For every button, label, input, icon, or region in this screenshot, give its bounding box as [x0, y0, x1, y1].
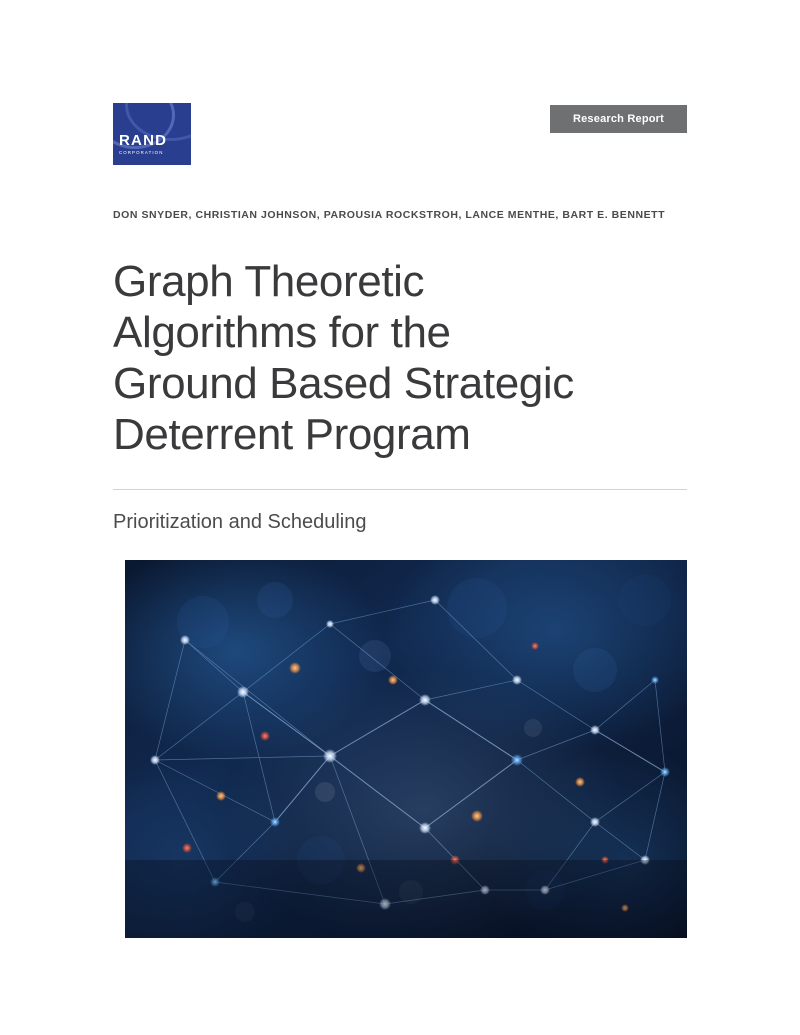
title-line-4: Deterrent Program [113, 410, 471, 459]
title-line-2: Algorithms for the [113, 308, 451, 357]
rand-logo [113, 103, 191, 165]
logo-subwordmark: CORPORATION [119, 150, 164, 155]
title-divider [113, 489, 687, 490]
logo-wordmark: RAND [119, 132, 168, 149]
title-line-1: Graph Theoretic [113, 257, 425, 306]
network-graph-illustration [125, 560, 687, 938]
cover-artwork [125, 560, 687, 938]
page-subtitle: Prioritization and Scheduling [113, 511, 367, 533]
report-type-badge: Research Report [550, 105, 687, 133]
title-line-3: Ground Based Strategic [113, 359, 574, 408]
page-title [113, 256, 713, 460]
author-list: DON SNYDER, CHRISTIAN JOHNSON, PAROUSIA ROCKSTROH, LANCE MENTHE, BART E. BENNETT [113, 209, 666, 221]
